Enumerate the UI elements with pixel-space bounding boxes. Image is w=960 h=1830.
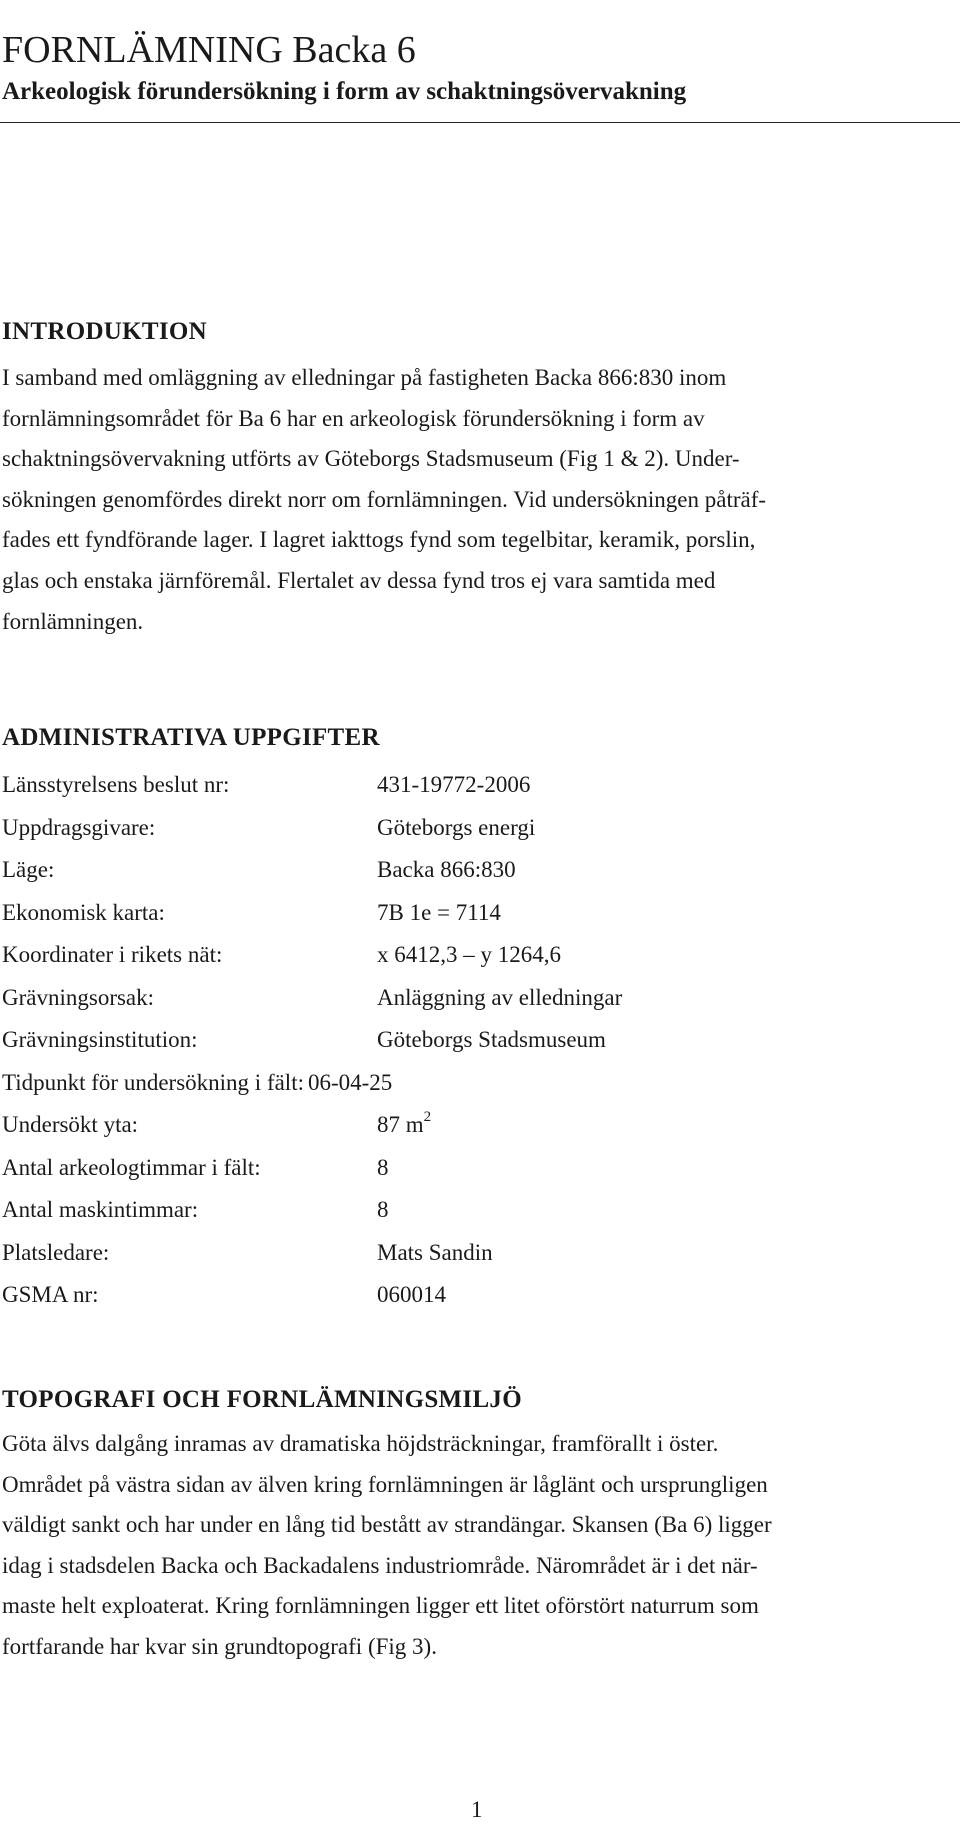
admin-value: 060014 <box>377 1282 446 1307</box>
admin-label: Koordinater i rikets nät: <box>2 942 223 967</box>
admin-label: GSMA nr: <box>2 1282 99 1307</box>
admin-row-archaeologist-hours <box>2 1147 392 1190</box>
admin-label: Tidpunkt för undersökning i fält: <box>2 1069 304 1095</box>
paragraph-line: fornlämningsområdet för Ba 6 har en arkeologisk förundersökning i form av <box>2 405 705 431</box>
admin-row-area <box>2 1104 432 1147</box>
admin-label: Undersökt yta: <box>2 1112 139 1137</box>
admin-value: x 6412,3 – y 1264,6 <box>377 942 561 967</box>
admin-row-location <box>2 849 516 892</box>
paragraph-line: Området på västra sidan av älven kring fornlämningen är låglänt och ursprungligen <box>2 1471 768 1497</box>
admin-row-machine-hours <box>2 1189 392 1232</box>
paragraph-line: I samband med omläggning av elledningar på fastigheten Backa 866:830 inom <box>2 365 727 390</box>
admin-row-map <box>2 892 501 935</box>
admin-value: Backa 866:830 <box>377 857 516 882</box>
admin-row-decision <box>2 764 531 807</box>
document-subtitle: Arkeologisk förundersökning i form av schaktningsövervakning <box>2 78 687 105</box>
admin-value: 7B 1e = 7114 <box>377 899 501 925</box>
admin-value: Mats Sandin <box>377 1239 493 1265</box>
admin-value: 8 <box>377 1154 389 1180</box>
paragraph-line: idag i stadsdelen Backa och Backadalens industriområde. Närområdet är i det när- <box>2 1552 758 1578</box>
admin-row-gsma <box>2 1274 446 1317</box>
admin-value: Göteborgs Stadsmuseum <box>377 1027 606 1052</box>
paragraph-line: schaktningsövervakning utförts av Göteborgs Stadsmuseum (Fig 1 & 2). Under- <box>2 446 740 472</box>
admin-row-client <box>2 807 536 850</box>
document-title: FORNLÄMNING Backa 6 <box>2 29 416 72</box>
admin-label: Läge: <box>2 857 55 882</box>
administrative-table <box>2 764 623 1317</box>
admin-label: Antal maskintimmar: <box>2 1197 199 1222</box>
admin-value: Anläggning av elledningar <box>377 984 623 1010</box>
paragraph-line: väldigt sankt och har under en lång tid bestått av strandängar. Skansen (Ba 6) ligger <box>2 1512 772 1538</box>
admin-row-coordinates <box>2 934 561 977</box>
paragraph-line: glas och enstaka järnföremål. Flertalet av dessa fynd tros ej vara samtida med <box>2 567 716 593</box>
area-unit-superscript: 2 <box>423 1109 432 1125</box>
admin-row-institution <box>2 1019 606 1062</box>
admin-label: Länsstyrelsens beslut nr: <box>2 772 230 797</box>
admin-value: 431-19772-2006 <box>377 772 531 797</box>
section-heading-administrative: ADMINISTRATIVA UPPGIFTER <box>2 724 380 751</box>
introduction-paragraph <box>2 358 766 642</box>
topography-paragraph <box>2 1424 772 1668</box>
admin-value: 8 <box>377 1197 389 1222</box>
paragraph-line: Göta älvs dalgång inramas av dramatiska höjdsträckningar, framförallt i öster. <box>2 1431 719 1456</box>
admin-label: Platsledare: <box>2 1239 110 1265</box>
paragraph-line: fortfarande har kvar sin grundtopografi (Fig 3). <box>2 1633 437 1659</box>
admin-row-site-manager <box>2 1232 493 1275</box>
admin-row-date <box>2 1062 392 1105</box>
page-number: 1 <box>471 1797 483 1822</box>
admin-label: Grävningsinstitution: <box>2 1027 198 1052</box>
admin-value-area <box>377 1104 431 1147</box>
header-divider <box>0 122 960 123</box>
admin-label: Uppdragsgivare: <box>2 814 156 840</box>
admin-value: Göteborgs energi <box>377 814 536 840</box>
paragraph-line: maste helt exploaterat. Kring fornlämningen ligger ett litet oförstört naturrum som <box>2 1593 759 1619</box>
admin-label: Ekonomisk karta: <box>2 899 165 925</box>
admin-value: 06-04-25 <box>307 1069 393 1095</box>
admin-label: Antal arkeologtimmar i fält: <box>2 1154 261 1180</box>
paragraph-line: fornlämningen. <box>2 608 144 634</box>
paragraph-line: sökningen genomfördes direkt norr om fornlämningen. Vid undersökningen påträf- <box>2 486 767 512</box>
section-heading-introduction: INTRODUKTION <box>2 318 208 345</box>
area-value: 87 m <box>377 1112 424 1137</box>
admin-label: Grävningsorsak: <box>2 984 155 1010</box>
paragraph-line: fades ett fyndförande lager. I lagret iakttogs fynd som tegelbitar, keramik, porslin, <box>2 527 756 553</box>
section-heading-topography: TOPOGRAFI OCH FORNLÄMNINGSMILJÖ <box>2 1386 522 1413</box>
admin-row-reason <box>2 977 623 1020</box>
